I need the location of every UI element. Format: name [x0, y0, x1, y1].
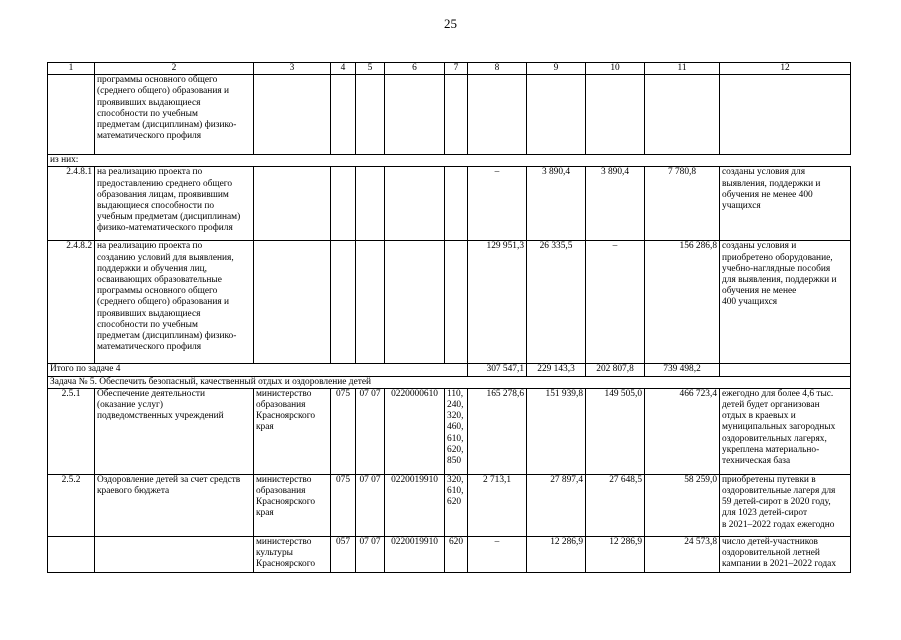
code-cell: 110, 240, 320, 460, 610, 620, 850 [445, 388, 468, 474]
value-cell: 156 286,8 [645, 241, 720, 364]
page-number: 25 [444, 16, 457, 31]
result-cell: созданы условия и приобретено оборудование, учебно-наглядные пособия для выявления, поддержки и обучения не менее 400 учащихся [720, 241, 851, 364]
code-cell: 620 [445, 536, 468, 572]
result-cell: ежегодно для более 4,6 тыс. детей будет организован отдых в краевых и муниципальных загородных оздоровительных лагерях, укреплена материально- техническая база [720, 388, 851, 474]
total-row [48, 364, 851, 376]
executor-cell: министерство культуры Красноярского [254, 536, 331, 572]
code-cell: 0220000610 [385, 388, 445, 474]
row-number: 2.5.1 [48, 388, 95, 474]
value-cell: 27 897,4 [527, 474, 586, 536]
value-cell: 12 286,9 [586, 536, 645, 572]
column-header: 5 [356, 63, 385, 75]
value-cell: – [468, 167, 527, 241]
table-row [48, 167, 851, 241]
row-description: на реализацию проекта по созданию условий для выявления, поддержки и обучения лиц, осваивающих образовательные программы основного общего (среднего общего) образования и проявивших выдающиеся способности по учебным предметам (дисциплинам) физико- математического профиля [95, 241, 254, 364]
column-header: 1 [48, 63, 95, 75]
table-row [48, 75, 851, 155]
executor-cell: министерство образования Красноярского края [254, 388, 331, 474]
value-cell: – [586, 241, 645, 364]
total-value: 202 807,8 [586, 364, 645, 376]
code-cell: 057 [331, 536, 356, 572]
row-number: 2.4.8.2 [48, 241, 95, 364]
column-header: 6 [385, 63, 445, 75]
result-cell: созданы условия для выявления, поддержки и обучения не менее 400 учащихся [720, 167, 851, 241]
total-label: Итого по задаче 4 [48, 364, 468, 376]
value-cell: 3 890,4 [527, 167, 586, 241]
code-cell: 07 07 [356, 536, 385, 572]
value-cell: 12 286,9 [527, 536, 586, 572]
column-header: 7 [445, 63, 468, 75]
value-cell: – [468, 536, 527, 572]
code-cell: 0220019910 [385, 536, 445, 572]
column-header: 10 [586, 63, 645, 75]
row-number: 2.5.2 [48, 474, 95, 536]
code-cell: 075 [331, 474, 356, 536]
code-cell: 320, 610, 620 [445, 474, 468, 536]
total-value: 307 547,1 [468, 364, 527, 376]
column-header: 8 [468, 63, 527, 75]
value-cell: 129 951,3 [468, 241, 527, 364]
row-description: программы основного общего (среднего общего) образования и проявивших выдающиеся способности по учебным предметам (дисциплинам) физико- математического профиля [95, 75, 254, 155]
result-cell: число детей-участников оздоровительной летней кампании в 2021–2022 годах [720, 536, 851, 572]
task-heading-row [48, 376, 851, 388]
total-value: 229 143,3 [527, 364, 586, 376]
value-cell: 466 723,4 [645, 388, 720, 474]
value-cell: 165 278,6 [468, 388, 527, 474]
value-cell: 27 648,5 [586, 474, 645, 536]
row-description: Обеспечение деятельности (оказание услуг) подведомственных учреждений [95, 388, 254, 474]
code-cell: 07 07 [356, 388, 385, 474]
table-row [48, 388, 851, 474]
row-description: Оздоровление детей за счет средств краевого бюджета [95, 474, 254, 536]
table-row [48, 241, 851, 364]
task-heading: Задача № 5. Обеспечить безопасный, качественный отдых и оздоровление детей [48, 376, 851, 388]
column-header: 9 [527, 63, 586, 75]
executor-cell: министерство образования Красноярского края [254, 474, 331, 536]
column-header: 3 [254, 63, 331, 75]
column-header: 4 [331, 63, 356, 75]
value-cell: 24 573,8 [645, 536, 720, 572]
table-row [48, 536, 851, 572]
value-cell: 149 505,0 [586, 388, 645, 474]
table-row [48, 474, 851, 536]
value-cell: 26 335,5 [527, 241, 586, 364]
column-header: 2 [95, 63, 254, 75]
value-cell: 2 713,1 [468, 474, 527, 536]
column-header: 11 [645, 63, 720, 75]
subheading-label: из них: [48, 155, 851, 167]
value-cell: 58 259,0 [645, 474, 720, 536]
value-cell: 151 939,8 [527, 388, 586, 474]
code-cell: 0220019910 [385, 474, 445, 536]
code-cell: 075 [331, 388, 356, 474]
value-cell: 3 890,4 [586, 167, 645, 241]
code-cell: 07 07 [356, 474, 385, 536]
row-number: 2.4.8.1 [48, 167, 95, 241]
column-number-row [48, 63, 851, 75]
subheading-row [48, 155, 851, 167]
row-description: на реализацию проекта по предоставлению среднего общего образования лицам, проявившим выдающиеся способности по учебным предметам (дисциплинам) физико-математического профиля [95, 167, 254, 241]
program-table [47, 62, 851, 573]
total-value: 739 498,2 [645, 364, 720, 376]
value-cell: 7 780,8 [645, 167, 720, 241]
result-cell: приобретены путевки в оздоровительные лагеря для 59 детей-сирот в 2020 году, для 1023 детей-сирот в 2021–2022 годах ежегодно [720, 474, 851, 536]
column-header: 12 [720, 63, 851, 75]
